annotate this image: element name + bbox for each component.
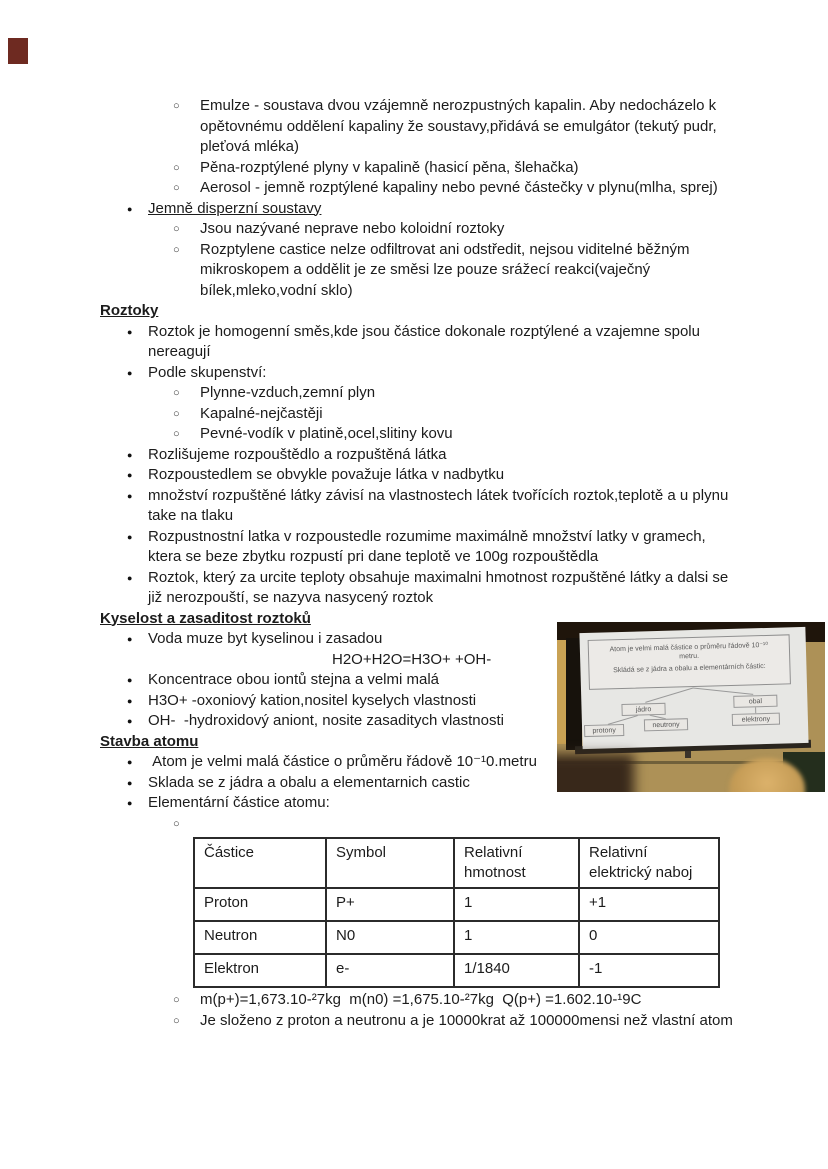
- disc-bullet-icon: [127, 691, 132, 712]
- cell: N0: [326, 921, 454, 954]
- list-item-text: m(p+)=1,673.10-²7kg m(n0) =1,675.10-²7kg Q(p+) =1.602.10-¹9C: [200, 991, 642, 1008]
- list-item-rozptylene: [100, 240, 734, 302]
- cell: -1: [579, 954, 719, 987]
- list-item: [100, 363, 734, 384]
- diagram-box-neutrony: neutrony: [644, 718, 688, 731]
- disc-bullet-icon: [127, 711, 132, 732]
- list-item-text: Jsou nazývané neprave nebo koloidní roztoky: [200, 220, 505, 237]
- diagram-box-jadro: jádro: [621, 703, 665, 716]
- list-item-jemne-disperzni: [100, 199, 734, 220]
- list-item: [100, 322, 734, 363]
- diagram-box-elektrony: elektrony: [732, 713, 780, 726]
- cell: +1: [579, 888, 719, 921]
- equation-line: H2O+H2O=H3O+ +OH-: [332, 650, 492, 668]
- cell: P+: [326, 888, 454, 921]
- list-item-text: Kapalné-nejčastěji: [200, 404, 323, 422]
- list-item-text: Elementární částice atomu:: [148, 794, 330, 811]
- cell: e-: [326, 954, 454, 987]
- list-item-text: Voda muze byt kyselinou i zasadou: [148, 630, 383, 647]
- list-item: [100, 793, 734, 814]
- list-item: [100, 445, 734, 466]
- col-header-naboj: Relativní elektrický naboj: [579, 838, 719, 888]
- circle-bullet-icon: [173, 990, 180, 1011]
- disc-bullet-icon: [127, 568, 132, 589]
- circle-bullet-icon: [173, 178, 180, 199]
- disc-bullet-icon: [127, 486, 132, 507]
- circle-bullet-icon: [173, 814, 180, 835]
- list-item-koloidni: [100, 219, 734, 240]
- diagram-box-protony: protony: [584, 724, 624, 737]
- circle-bullet-icon: [173, 240, 180, 261]
- cell: 1: [454, 921, 579, 954]
- disc-bullet-icon: [127, 199, 132, 220]
- disc-bullet-icon: [127, 773, 132, 794]
- heading-roztoky: Roztoky: [100, 302, 159, 319]
- circle-bullet-icon: [173, 96, 180, 117]
- list-item-text: Sklada se z jádra a obalu a elementarnich castic: [148, 773, 470, 791]
- list-item-pena: [100, 158, 734, 179]
- slide-text-box: [588, 634, 791, 690]
- list-item-text: Rozpoustedlem se obvykle považuje látka v nadbytku: [148, 466, 505, 483]
- circle-bullet-icon: [173, 424, 180, 445]
- circle-bullet-icon: [173, 158, 180, 179]
- disc-bullet-icon: [127, 752, 132, 773]
- cell: Elektron: [194, 954, 326, 987]
- red-corner-marker: [8, 38, 28, 64]
- list-item-text: Roztok, který za urcite teploty obsahuje maximalni hmotnost rozpuštěné látky a dalsi se již nerozpouští, se nazyva nasycený roztok: [148, 568, 733, 606]
- list-item-text: Koncentrace obou iontů stejna a velmi malá: [148, 671, 440, 688]
- list-item-text: množství rozpuštěné látky závisí na vlastnostech látek tvořících roztok,teplotě a u plynu take na tlaku: [148, 486, 733, 524]
- table-row-neutron: [194, 921, 719, 954]
- list-item-empty: [100, 814, 734, 835]
- classroom-photo: [557, 622, 825, 792]
- list-item: [100, 404, 734, 425]
- list-item-text: H3O+ -oxoniový kation,nositel kyselych vlastnosti: [148, 691, 477, 709]
- disc-bullet-icon: [127, 670, 132, 691]
- cell: 1/1840: [454, 954, 579, 987]
- photo-shadow: [557, 754, 634, 792]
- list-item-masses: [100, 990, 734, 1011]
- circle-bullet-icon: [173, 383, 180, 404]
- list-item-emulze: [100, 96, 734, 158]
- heading-kyselost: Kyselost a zasaditost roztoků: [100, 609, 311, 627]
- list-item-text: Pěna-rozptýlené plyny v kapalině (hasicí pěna, šlehačka): [200, 158, 579, 176]
- disc-bullet-icon: [127, 629, 132, 650]
- disc-bullet-icon: [127, 445, 132, 466]
- list-item-text: Plynne-vzduch,zemní plyn: [200, 384, 376, 401]
- table-header-row: [194, 838, 719, 888]
- list-item-text: Emulze - soustava dvou vzájemně nerozpustných kapalin. Aby nedocházelo k opětovnému oddělení kapaliny že soustavy,přidává se emulgátor (tekutý pudr, pleťová mléka): [200, 97, 721, 155]
- list-item-text: Rozptylene castice nelze odfiltrovat ani odstředit, nejsou viditelné běžným mikroskopem a oddělit je ze směsi lze pouze srážecí reakci(vaječný bílek,mleko,vodní sklo): [200, 240, 694, 299]
- list-item: [100, 486, 734, 527]
- slide-line-1: Atom je velmi malá částice o průměru řádově 10⁻¹⁰: [609, 641, 769, 654]
- table-row-elektron: [194, 954, 719, 987]
- col-header-hmotnost: Relativní hmotnost: [454, 838, 579, 888]
- screen-handle: [685, 751, 691, 758]
- heading-stavba-atomu: Stavba atomu: [100, 732, 199, 750]
- list-item-text: Atom je velmi malá částice o průměru řádově 10⁻¹0.metru: [148, 753, 537, 770]
- list-item-text: Podle skupenství:: [148, 363, 267, 381]
- list-item: [100, 527, 734, 568]
- disc-bullet-icon: [127, 465, 132, 486]
- list-item-aerosol: [100, 178, 734, 199]
- diagram-box-obal: obal: [733, 695, 777, 708]
- list-item-text: Pevné-vodík v platině,ocel,slitiny kovu: [200, 425, 453, 442]
- disc-bullet-icon: [127, 363, 132, 384]
- col-header-symbol: Symbol: [326, 838, 454, 888]
- particles-table-wrap: [193, 837, 734, 988]
- projector-screen: [579, 627, 808, 749]
- list-item: [100, 465, 734, 486]
- list-item-text: OH- -hydroxidový aniont, nosite zasaditych vlastnosti: [148, 712, 504, 729]
- circle-bullet-icon: [173, 404, 180, 425]
- col-header-castice: Částice: [194, 838, 326, 888]
- cell: Proton: [194, 888, 326, 921]
- list-item: [100, 383, 734, 404]
- list-item-slozeni: [100, 1011, 734, 1032]
- disc-bullet-icon: [127, 793, 132, 814]
- list-item-text: Je složeno z proton a neutronu a je 10000krat až 100000mensi než vlastní atom: [200, 1011, 733, 1029]
- disc-bullet-icon: [127, 527, 132, 548]
- table-row-proton: [194, 888, 719, 921]
- disc-bullet-icon: [127, 322, 132, 343]
- cell: 1: [454, 888, 579, 921]
- document-body: [100, 96, 734, 1031]
- circle-bullet-icon: [173, 219, 180, 240]
- cell: Neutron: [194, 921, 326, 954]
- list-item-text: Aerosol - jemně rozptýlené kapaliny nebo pevné částečky v plynu(mlha, sprej): [200, 179, 718, 196]
- list-item-text: Rozpustnostní latka v rozpoustedle rozumime maximálně množství latky v gramech, ktera se beze zbytku rozpustí pri dane teplotě ve 100g rozpouštědla: [148, 527, 710, 565]
- circle-bullet-icon: [173, 1011, 180, 1032]
- particles-table: [193, 837, 720, 988]
- list-item-text: Jemně disperzní soustavy: [148, 199, 322, 217]
- list-item-text: Roztok je homogenní směs,kde jsou částice dokonale rozptýlené a vzajemne spolu nereagují: [148, 322, 705, 360]
- cell: 0: [579, 921, 719, 954]
- slide-line-2: metru.: [679, 652, 700, 661]
- list-item: [100, 568, 734, 609]
- list-item: [100, 424, 734, 445]
- slide-line-3: Skládá se z jádra a obalu a elementárních částic:: [613, 662, 766, 675]
- list-item-text: Rozlišujeme rozpouštědlo a rozpuštěná látka: [148, 445, 447, 463]
